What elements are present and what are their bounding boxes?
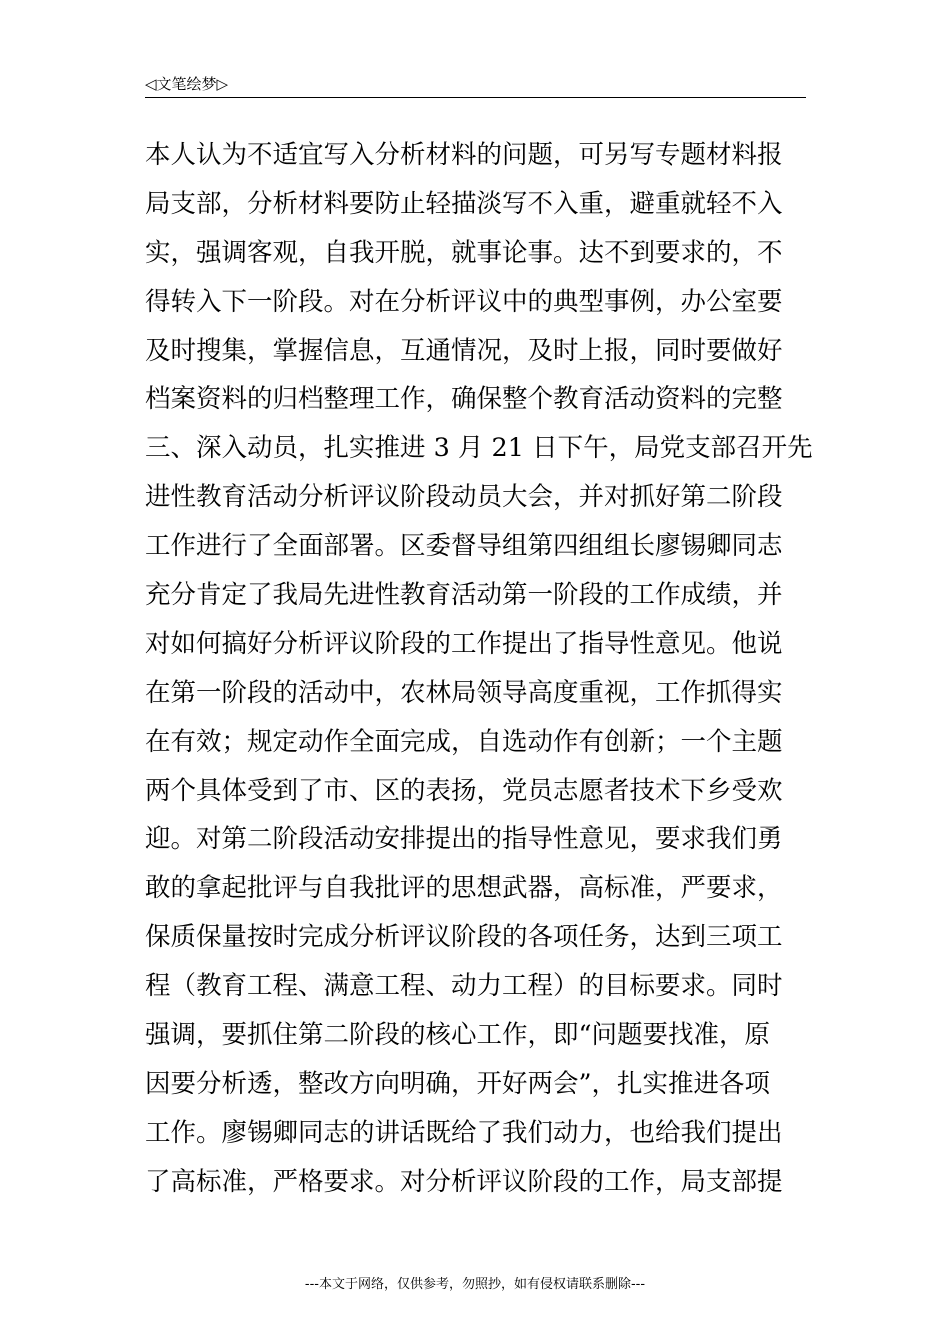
body-line: 因要分析透，整改方向明确，开好两会”，扎实推进各项	[145, 1068, 771, 1099]
body-line: 工作。廖锡卿同志的讲话既给了我们动力，也给我们提出	[145, 1117, 783, 1148]
body-line: 三、深入动员，扎实推进 3 月 21 日下午，局党支部召开先	[145, 433, 813, 464]
body-line: 及时搜集，掌握信息，互通情况，及时上报，同时要做好	[145, 335, 783, 366]
header-divider	[145, 97, 806, 98]
document-body	[145, 131, 813, 1207]
body-line: 两个具体受到了市、区的表扬，党员志愿者技术下乡受欢	[145, 775, 783, 806]
body-line: 本人认为不适宜写入分析材料的问题，可另写专题材料报	[145, 140, 783, 170]
body-line: 在第一阶段的活动中，农林局领导高度重视，工作抓得实	[145, 677, 783, 708]
body-line: 在有效；规定动作全面完成，自选动作有创新；一个主题	[145, 726, 783, 757]
body-line: 敢的拿起批评与自我批评的思想武器，高标准，严要求，	[145, 873, 783, 904]
body-line: 档案资料的归档整理工作，确保整个教育活动资料的完整	[145, 384, 783, 415]
body-line: 得转入下一阶段。对在分析评议中的典型事例，办公室要	[145, 286, 783, 317]
body-line: 保质保量按时完成分析评议阶段的各项任务，达到三项工	[145, 922, 783, 953]
body-line: 对如何搞好分析评议阶段的工作提出了指导性意见。他说	[145, 628, 783, 659]
page-header	[145, 74, 806, 98]
page-footer: ---本文于网络，仅供参考，勿照抄，如有侵权请联系删除---	[304, 1277, 646, 1292]
body-line: 迎。对第二阶段活动安排提出的指导性意见，要求我们勇	[145, 824, 783, 855]
body-line: 程（教育工程、满意工程、动力工程）的目标要求。同时	[145, 971, 783, 1002]
header-title: ◁文笔绘梦▷	[145, 75, 229, 93]
body-line: 强调，要抓住第二阶段的核心工作，即“问题要找准，原	[145, 1020, 771, 1051]
body-line: 工作进行了全面部署。区委督导组第四组组长廖锡卿同志	[145, 531, 783, 562]
body-line: 进性教育活动分析评议阶段动员大会，并对抓好第二阶段	[145, 482, 783, 513]
body-line: 实，强调客观，自我开脱，就事论事。达不到要求的，不	[145, 237, 783, 268]
body-line: 充分肯定了我局先进性教育活动第一阶段的工作成绩，并	[145, 580, 783, 611]
body-line: 了高标准，严格要求。对分析评议阶段的工作，局支部提	[145, 1166, 783, 1197]
body-line: 局支部，分析材料要防止轻描淡写不入重，避重就轻不入	[145, 188, 783, 219]
